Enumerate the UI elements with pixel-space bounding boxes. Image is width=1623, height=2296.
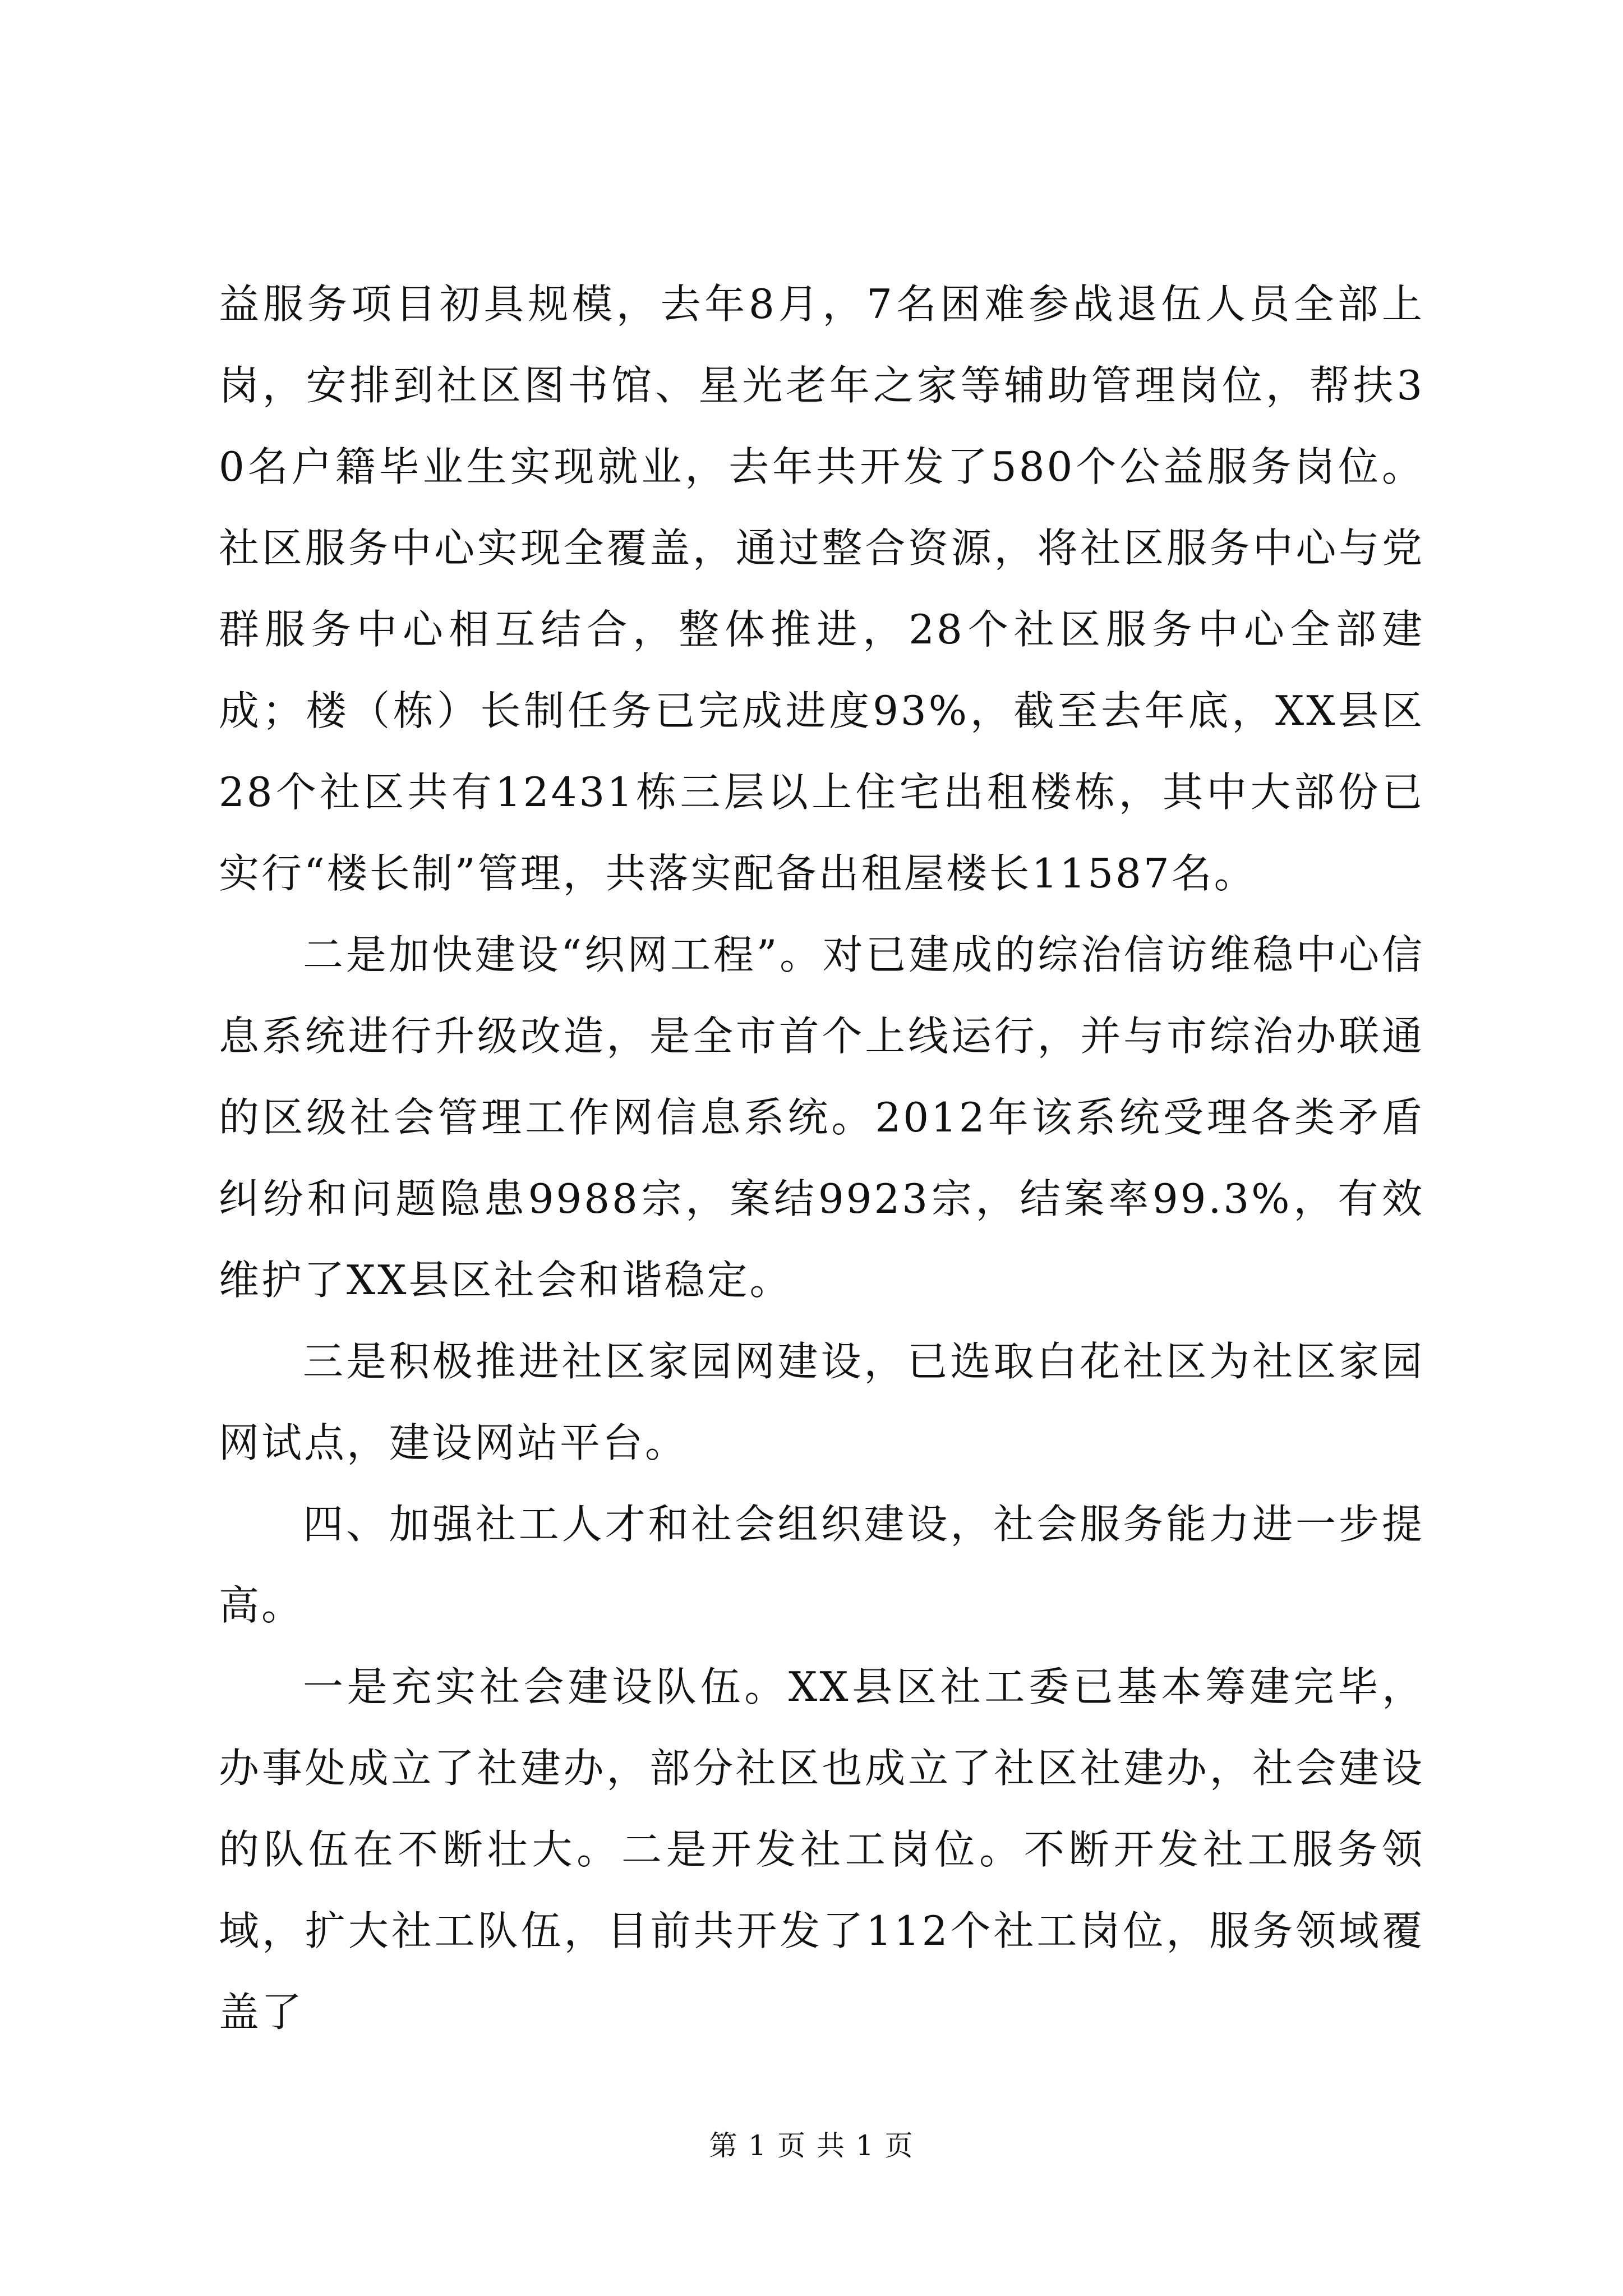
paragraph-1: 益服务项目初具规模，去年8月，7名困难参战退伍人员全部上岗，安排到社区图书馆、星光老年之家等辅助管理岗位，帮扶30名户籍毕业生实现就业，去年共开发了580个公益服务岗位。社区服务中心实现全覆盖，通过整合资源，将社区服务中心与党群服务中心相互结合，整体推进，28个社区服务中心全部建成；楼（栋）长制任务已完成进度93%，截至去年底，XX县区28个社区共有12431栋三层以上住宅出租楼栋，其中大部份已实行“楼长制”管理，共落实配备出租屋楼长11587名。 (219, 280, 1424, 897)
paragraph-2: 二是加快建设“织网工程”。对已建成的综治信访维稳中心信息系统进行升级改造，是全市首个上线运行，并与市综治办联通的区级社会管理工作网信息系统。2012年该系统受理各类矛盾纠纷和问题隐患9988宗，案结9923宗，结案率99.3%，有效维护了XX县区社会和谐稳定。 (219, 931, 1424, 1304)
paragraph-4: 四、加强社工人才和社会组织建设，社会服务能力进一步提高。 (219, 1501, 1424, 1629)
paragraph-5: 一是充实社会建设队伍。XX县区社工委已基本筹建完毕，办事处成立了社建办，部分社区也成立了社区社建办，社会建设的队伍在不断壮大。二是开发社工岗位。不断开发社工服务领域，扩大社工队伍，目前共开发了112个社工岗位，服务领域覆盖了 (219, 1663, 1424, 2036)
paragraph-3: 三是积极推进社区家园网建设，已选取白花社区为社区家园网试点，建设网站平台。 (219, 1338, 1424, 1466)
document-body (219, 264, 1424, 2053)
page-footer: 第 1 页 共 1 页 (709, 2129, 914, 2162)
